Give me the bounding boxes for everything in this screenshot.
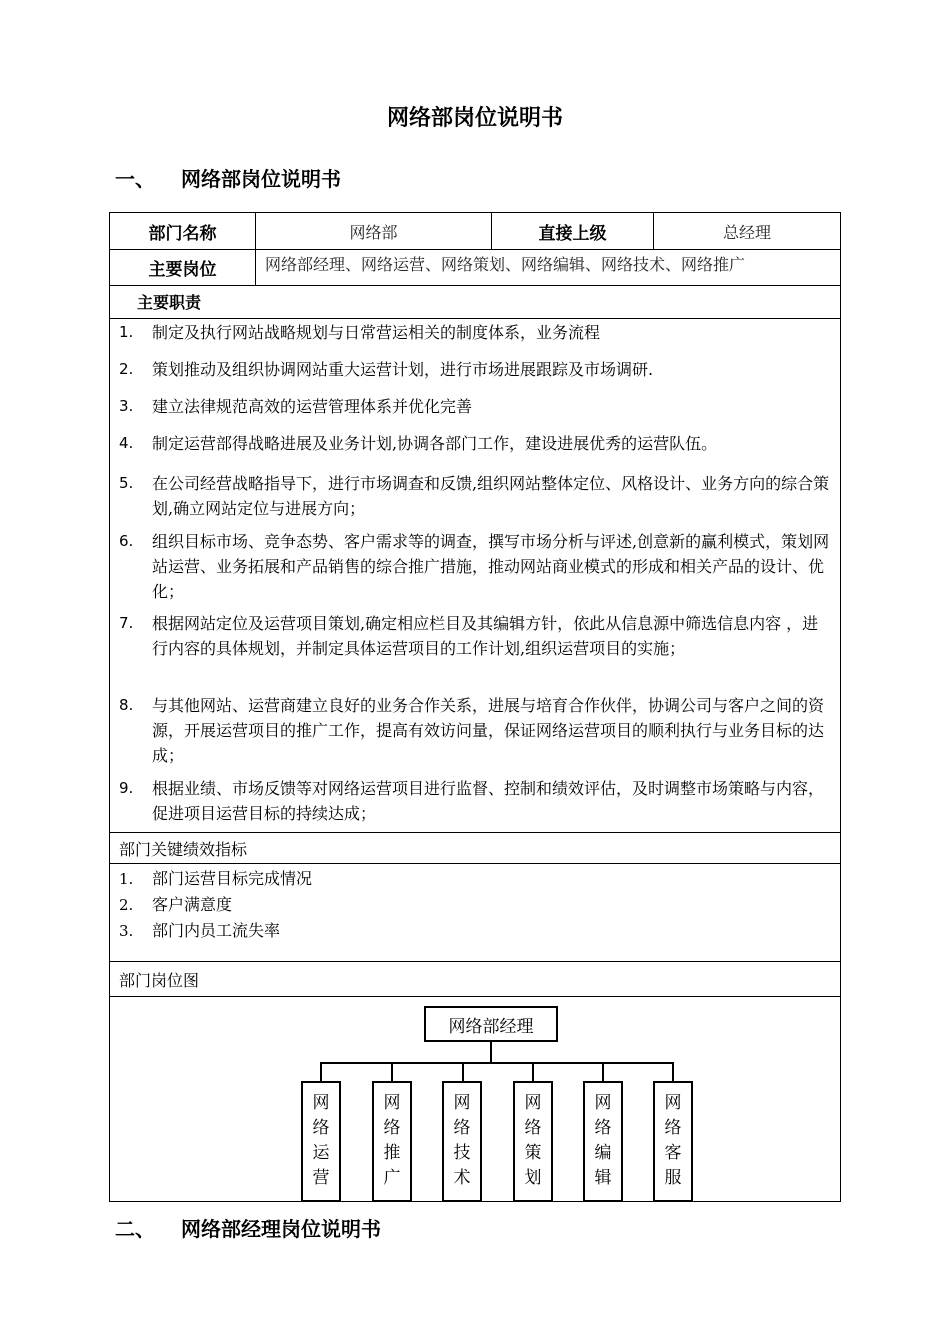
org-connector-drop-3 bbox=[462, 1062, 464, 1082]
org-connector-drop-4 bbox=[532, 1062, 534, 1082]
org-char: 编 bbox=[594, 1143, 612, 1163]
table-row-kpis bbox=[110, 864, 840, 962]
duty-text: 制定及执行网站战略规划与日常营运相关的制度体系，业务流程 bbox=[152, 323, 601, 342]
org-connector-drop-2 bbox=[391, 1062, 393, 1082]
org-char: 网 bbox=[383, 1093, 401, 1113]
org-char: 络 bbox=[312, 1118, 330, 1138]
duty-text: 在公司经营战略指导下，进行市场调查和反馈,组织网站整体定位、风格设计、业务方向的综合策划,确立网站定位与进展方向； bbox=[152, 474, 830, 518]
org-char: 网 bbox=[453, 1093, 471, 1113]
org-box-operations bbox=[301, 1081, 341, 1202]
duty-number: 3. bbox=[119, 397, 134, 415]
kpi-label: 部门关键绩效指标 bbox=[119, 840, 248, 859]
org-connector-drop-1 bbox=[320, 1062, 322, 1082]
org-char: 络 bbox=[453, 1118, 471, 1138]
org-char: 服 bbox=[664, 1168, 682, 1188]
kpi-number: 1. bbox=[119, 870, 134, 888]
table-row-org-label bbox=[110, 962, 840, 997]
document-title: 网络部岗位说明书 bbox=[386, 106, 563, 131]
org-char: 广 bbox=[383, 1168, 401, 1188]
dept-name-label: 部门名称 bbox=[110, 213, 256, 249]
superior-value: 总经理 bbox=[722, 222, 771, 242]
org-connector-drop-6 bbox=[672, 1062, 674, 1082]
org-char: 技 bbox=[453, 1143, 471, 1163]
duties-label: 主要职责 bbox=[137, 293, 202, 312]
table-row-positions bbox=[110, 250, 840, 286]
superior-label: 直接上级 bbox=[492, 213, 654, 249]
table-row-dept bbox=[110, 213, 840, 250]
org-char: 络 bbox=[664, 1118, 682, 1138]
org-char: 营 bbox=[312, 1168, 330, 1188]
duty-text: 根据业绩、市场反馈等对网络运营项目进行监督、控制和绩效评估，及时调整市场策略与内容，促进项目运营目标的持续达成； bbox=[152, 779, 825, 823]
duty-text: 制定运营部得战略进展及业务计划,协调各部门工作，建设进展优秀的运营队伍。 bbox=[152, 434, 718, 453]
duty-number: 1. bbox=[119, 323, 134, 341]
kpi-number: 2. bbox=[119, 896, 134, 914]
org-char: 网 bbox=[524, 1093, 542, 1113]
kpi-text: 部门运营目标完成情况 bbox=[152, 869, 313, 888]
org-char: 网 bbox=[664, 1093, 682, 1113]
org-chart-label: 部门岗位图 bbox=[119, 971, 200, 990]
org-connector-drop-5 bbox=[602, 1062, 604, 1082]
section-heading-1 bbox=[115, 163, 341, 192]
main-positions-value: 网络部经理、网络运营、网络策划、网络编辑、网络技术、网络推广 bbox=[265, 255, 746, 274]
main-positions-label: 主要岗位 bbox=[110, 250, 256, 285]
org-char: 术 bbox=[453, 1168, 471, 1188]
kpi-number: 3. bbox=[119, 922, 134, 940]
org-char: 络 bbox=[524, 1118, 542, 1138]
duties-divider bbox=[110, 318, 840, 319]
duty-number: 5. bbox=[119, 474, 134, 492]
dept-name-value: 网络部 bbox=[256, 213, 492, 249]
kpi-text: 部门内员工流失率 bbox=[152, 921, 281, 940]
org-connector-vertical bbox=[490, 1042, 492, 1063]
duty-text: 建立法律规范高效的运营管理体系并优化完善 bbox=[152, 397, 473, 416]
duty-text: 策划推动及组织协调网站重大运营计划，进行市场进展跟踪及市场调研. bbox=[152, 360, 654, 379]
kpi-text: 客户满意度 bbox=[152, 895, 233, 914]
duty-text: 组织目标市场、竞争态势、客户需求等的调查，撰写市场分析与评述,创意新的赢利模式，策划网站运营、业务拓展和产品销售的综合推广措施，推动网站商业模式的形成和相关产品的设计、优化； bbox=[152, 532, 830, 601]
section-number: 一、 bbox=[115, 167, 155, 191]
duty-number: 7. bbox=[119, 614, 134, 632]
org-char: 网 bbox=[594, 1093, 612, 1113]
table-row-kpi-label bbox=[110, 833, 840, 864]
org-char: 辑 bbox=[594, 1168, 612, 1188]
duty-number: 8. bbox=[119, 696, 134, 714]
org-box-planning bbox=[513, 1081, 553, 1202]
section-number: 二、 bbox=[115, 1217, 155, 1241]
org-char: 网 bbox=[312, 1093, 330, 1113]
table-row-duties bbox=[110, 286, 840, 833]
org-char: 络 bbox=[594, 1118, 612, 1138]
org-char: 运 bbox=[312, 1143, 330, 1163]
section-heading-2 bbox=[115, 1213, 381, 1242]
duty-number: 4. bbox=[119, 434, 134, 452]
section-title: 网络部经理岗位说明书 bbox=[181, 1217, 381, 1241]
org-root-box: 网络部经理 bbox=[424, 1006, 558, 1042]
org-box-technology bbox=[442, 1081, 482, 1202]
org-connector-horizontal bbox=[320, 1062, 673, 1064]
duty-text: 与其他网站、运营商建立良好的业务合作关系，进展与培育合作伙伴，协调公司与客户之间的资源，开展运营项目的推广工作，提高有效访问量，保证网络运营项目的顺利执行与业务目标的达成； bbox=[152, 696, 825, 765]
duty-text: 根据网站定位及运营项目策划,确定相应栏目及其编辑方针，依此从信息源中筛选信息内容 ，进行内容的具体规划，并制定具体运营项目的工作计划,组织运营项目的实施； bbox=[152, 614, 819, 658]
position-table bbox=[109, 212, 841, 1202]
duty-number: 2. bbox=[119, 360, 134, 378]
org-char: 推 bbox=[383, 1143, 401, 1163]
org-box-promotion bbox=[372, 1081, 412, 1202]
section-title: 网络部岗位说明书 bbox=[181, 167, 341, 191]
org-char: 划 bbox=[524, 1168, 542, 1188]
org-char: 策 bbox=[524, 1143, 542, 1163]
org-char: 络 bbox=[383, 1118, 401, 1138]
org-box-customer-service bbox=[653, 1081, 693, 1202]
duty-number: 9. bbox=[119, 779, 134, 797]
org-box-editing bbox=[583, 1081, 623, 1202]
org-char: 客 bbox=[664, 1143, 682, 1163]
duty-number: 6. bbox=[119, 532, 134, 550]
